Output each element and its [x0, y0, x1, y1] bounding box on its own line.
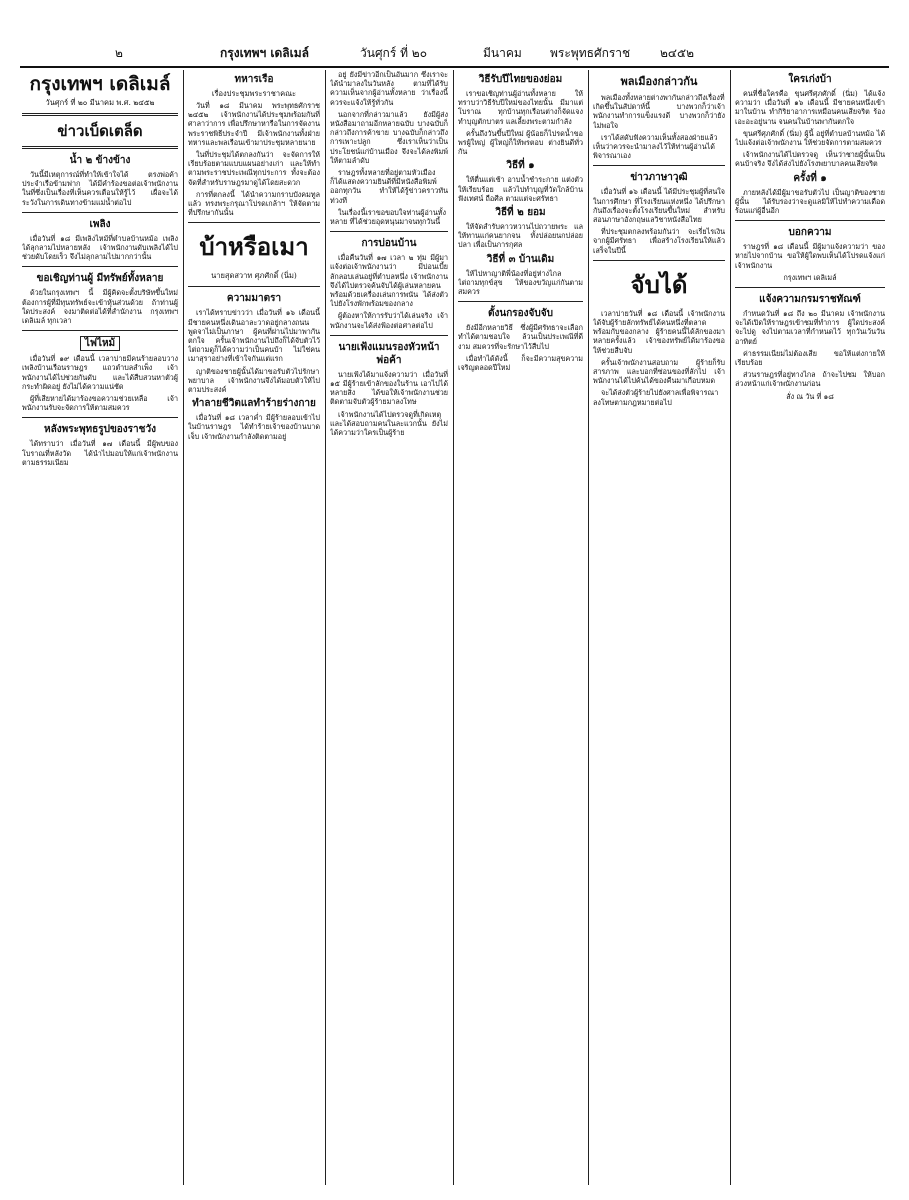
- article-heading: วิธีที่ ๓ บ้านเดิม: [486, 253, 555, 265]
- article-text: ยังมีอีกหลายวิธี ซึ่งผู้มีศรัทธาจะเลือกทำได้ตามชอบใจ ล้วนเป็นประเพณีที่ดีงาม สมควรที่จะรักษาไว้สืบไป: [458, 323, 583, 351]
- article-heading: เพลิง: [89, 218, 111, 230]
- header-month: มีนาคม: [483, 46, 522, 60]
- header-year: ๒๔๕๒: [660, 46, 694, 60]
- article-text: เมื่อวันที่ ๑๖ เดือนนี้ ได้มีประชุมผู้ที่สนใจในการศึกษา ที่โรงเรียนแห่งหนึ่ง ได้ปรึกษากันถึงเรื่องจะตั้งโรงเรียนขึ้นใหม่ สำหรับสอนภาษาอังกฤษแลวิชาหนังสือไทย: [593, 187, 725, 225]
- article-text: ส่วนราษฎรที่อยู่ทางไกล ถ้าจะไปชม ให้บอกล่วงหน้าแก่เจ้าพนักงานก่อน: [735, 370, 885, 389]
- article-text: พลเมืองทั้งหลายต่างพากันกล่าวถึงเรื่องที่เกิดขึ้นในสัปดาห์นี้ บางพวกก็ว่าเจ้าพนักงานทำการแข็งแรงดี บางพวกก็ว่ายังไม่พอใจ: [593, 93, 725, 130]
- divider: [330, 335, 448, 336]
- article-heading: ข่าวภาษาวุฒิ: [630, 172, 688, 184]
- divider: [22, 212, 178, 213]
- divider: [22, 330, 178, 331]
- article-text: เมื่อวันที่ ๑๘ เวลาค่ำ มีผู้ร้ายลอบเข้าไปในบ้านราษฎร ได้ทำร้ายเจ้าของบ้านบาดเจ็บ เจ้าพนักงานกำลังติดตามอยู่: [188, 413, 320, 441]
- article-text: เมื่อคืนวันที่ ๑๗ เวลา ๒ ทุ่ม มีผู้มาแจ้งต่อเจ้าพนักงานว่า มีบ่อนเบี้ยลักลอบเล่นอยู่ที่ตำบลหนึ่ง เจ้าพนักงานจึงได้ไปตรวจค้นจับได้ผู้เล่นหลายคน พร้อมด้วยเครื่องเล่นการพนัน ได้ส่งตัวไปยังโรงพักพร้อมของกลาง: [330, 253, 448, 309]
- divider: [188, 222, 320, 223]
- divider: [22, 146, 178, 149]
- article-heading: วิธีรับปีไทยของย่อม: [478, 74, 563, 85]
- article-text: จะได้ส่งตัวผู้ร้ายไปยังศาลเพื่อพิจารณาลงโทษตามกฎหมายต่อไป: [593, 388, 719, 407]
- article-heading: แจ้งความกรมราชทัณฑ์: [759, 294, 861, 306]
- divider: [458, 301, 583, 302]
- column-5: [593, 70, 725, 1185]
- divider: [22, 417, 178, 418]
- story-title: บ้าหรือเมา: [199, 232, 309, 262]
- divider: [593, 165, 725, 166]
- article-heading: น้ำ ๒ ข้างข้าง: [69, 155, 131, 166]
- divider: [22, 266, 178, 267]
- article-text: เจ้าพนักงานได้ไปตรวจดูที่เกิดเหตุ และได้สอบถามคนในละแวกนั้น ยังไม่ได้ความว่าใครเป็นผู้ร้าย: [330, 409, 448, 438]
- article-text: นอกจากที่กล่าวมาแล้ว ยังมีผู้ส่งหนังสือมาถามอีกหลายฉบับ บางฉบับก็กล่าวถึงการค้าขาย บางฉบับก็กล่าวถึงการเพาะปลูก ซึ่งเราเห็นว่าเป็นประโยชน์แก่บ้านเมือง จึงจะได้ลงพิมพ์ให้ตามลำดับ: [330, 109, 448, 165]
- column-rule: [730, 70, 731, 1185]
- column-6: [735, 70, 885, 1185]
- article-heading: ทหารเรือ: [234, 74, 274, 85]
- page-number: ๒: [115, 46, 123, 60]
- article-heading: ความมาตรา: [226, 293, 282, 305]
- article-heading: หลังพระพุทธรูปของราชวัง: [44, 424, 156, 436]
- signature: สั่ง ณ วัน ที่ ๑๘: [786, 391, 834, 401]
- article-text: การที่ตกลงนี้ ได้นำความกราบบังคมทูลแล้ว ทรงพระกรุณาโปรดเกล้าฯ ให้จัดตามที่ปรึกษากันนั้น: [188, 189, 320, 218]
- masthead: กรุงเทพฯ เดลิเมล์: [29, 73, 171, 95]
- article-heading: ขอเชิญท่านผู้ มีทรัพย์ทั้งหลาย: [36, 273, 164, 285]
- article-text: ครั้นถึงวันขึ้นปีใหม่ ผู้น้อยก็ไปรดน้ำขอพรผู้ใหญ่ ผู้ใหญ่ก็ให้พรตอบ ต่างยินดีทั่วกัน: [458, 128, 583, 157]
- divider: [188, 286, 320, 287]
- header-day: วันศุกร์ ที่ ๒๐: [360, 46, 428, 60]
- article-heading: ทำลายชีวิตแลทำร้ายร่างกาย: [192, 398, 316, 410]
- article-text: เมื่อทำได้ดังนี้ ก็จะมีความสุขความเจริญตลอดปีใหม่: [458, 353, 583, 373]
- article-subheading: เรื่องประชุมพระราชาคณะ: [211, 89, 297, 98]
- article-text: ราษฎรที่ ๑๘ เดือนนี้ มีผู้มาแจ้งความว่า ของหายไปจากบ้าน ขอให้ผู้ใดพบเห็นได้โปรดแจ้งแก่เจ้าพนักงาน: [735, 242, 885, 270]
- story-byline: นายสุดสวาท ศุภศักดิ์ (นิ่ม): [211, 271, 297, 281]
- article-text: คนที่ชื่อใครคือ ขุนศรีศุภศักดิ์ (นิ่ม) ได้แจ้งความว่า เมื่อวันที่ ๑๖ เดือนนี้ มีชายคนหนึ่งเข้ามาในบ้าน ทำกิริยาอาการเหมือนคนเสียจริต ร้องเอะอะอยู่นาน จนคนในบ้านพากันตกใจ: [735, 89, 885, 126]
- article-text: อยู่ ยังมีข่าวอีกเป็นอันมาก ซึ่งเราจะได้นำมาลงในวันหลัง ตามที่ได้รับความเห็นจากผู้อ่านทั้งหลาย ว่าเรื่องนี้ควรจะแจ้งให้รู้ทั่วกัน: [330, 70, 448, 107]
- article-text: ให้จัดสำรับคาวหวานไปถวายพระ แลให้ทานแก่คนยากจน ทั้งปล่อยนกปล่อยปลา เพื่อเป็นการกุศล: [458, 222, 583, 250]
- article-text: เราขอเชิญท่านผู้อ่านทั้งหลาย ให้ทราบว่าวิธีรับปีใหม่ของไทยนั้น มีมาแต่โบราณ ทุกบ้านทุกเรือนต่างก็จัดแจงทำบุญตักบาตร แลเลี้ยงพระตามกำลัง: [458, 89, 583, 126]
- column-rule: [183, 70, 184, 1185]
- column-rule: [325, 70, 326, 1185]
- column-1: [22, 70, 178, 1185]
- article-text: เราได้สดับฟังความเห็นทั้งสองฝ่ายแล้ว เห็นว่าควรจะนำมาลงไว้ให้ท่านผู้อ่านได้พิจารณาเอง: [593, 132, 718, 161]
- article-text: ในที่ประชุมได้ตกลงกันว่า จะจัดการให้เรียบร้อยตามแบบแผนอย่างเก่า และให้ทำตามพระราชประเพณีทุกประการ ทั้งจะต้องจัดที่สำหรับราษฎรมาดูได้โดยสะดวก: [188, 150, 320, 187]
- divider: [735, 287, 885, 288]
- article-heading: การบ่อนบ้าน: [361, 238, 417, 250]
- article-text: ที่ประชุมตกลงพร้อมกันว่า จะเรี่ยไรเงินจากผู้มีศรัทธา เพื่อสร้างโรงเรียนให้แล้วเสร็จในปีนี้: [593, 227, 725, 255]
- article-text: กำหนดวันที่ ๑๘ ถึง ๒๐ มีนาคม เจ้าพนักงานจะได้เปิดให้ราษฎรเข้าชมที่ทำการ ผู้ใดประสงค์จะไปดู จงไปตามเวลาที่กำหนดไว้ ทุกวันเว้นวันอาทิตย์: [735, 309, 885, 346]
- article-text: ได้ทราบว่า เมื่อวันที่ ๑๗ เดือนนี้ มีผู้พบของโบราณที่หลังวัด ได้นำไปมอบให้แก่เจ้าพนักงาน ตามธรรมเนียม: [22, 439, 178, 467]
- article-text: ญาติของชายผู้นั้นได้มาขอรับตัวไปรักษาพยาบาล เจ้าพนักงานจึงได้มอบตัวให้ไปตามประสงค์: [188, 366, 320, 395]
- header-paper-name: กรุงเทพฯ เดลิเมล์: [220, 46, 310, 60]
- article-text: ให้ไปหาญาติพี่น้องที่อยู่ห่างไกล ไต่ถามทุกข์สุข ให้ของขวัญแก่กันตามสมควร: [458, 268, 583, 297]
- article-text: เราได้ทราบข่าวว่า เมื่อวันที่ ๑๖ เดือนนี้ มีชายคนหนึ่งเดินอาละวาดอยู่กลางถนน พูดจาไม่เป็นภาษา ผู้คนที่ผ่านไปมาพากันตกใจ ครั้นเจ้าพนักงานไปถึงก็ได้จับตัวไว้ ไต่ถามดูก็ได้ความว่าเป็นคนบ้า ไม่ใช่คนเมาสุราอย่างที่เข้าใจกันแต่แรก: [188, 308, 320, 364]
- article-text: ในเรื่องนี้เราขอขอบใจท่านผู้อ่านทั้งหลาย ที่ได้ช่วยอุดหนุนมาจนทุกวันนี้: [330, 207, 446, 227]
- column-rule: [588, 70, 589, 1185]
- signature: กรุงเทพฯ เดลิเมล์: [783, 272, 837, 282]
- article-heading: ครั้งที่ ๑: [793, 172, 827, 184]
- header-era: พระพุทธศักราช: [550, 46, 631, 60]
- article-heading: ไฟไหม้: [80, 336, 120, 351]
- article-heading: วิธีที่ ๒ ยอม: [495, 207, 546, 219]
- article-text: นายเฟ้งได้มาแจ้งความว่า เมื่อวันที่ ๑๕ มีผู้ร้ายเข้าลักของในร้าน เอาไปได้หลายสิ่ง ได้ขอให้เจ้าพนักงานช่วยติดตามจับตัวผู้ร้ายมาลงโทษ: [330, 369, 448, 407]
- article-text: ภายหลังได้มีผู้มาขอรับตัวไป เป็นญาติของชายผู้นั้น ได้รับรองว่าจะดูแลมิให้ไปทำความเดือดร้อนแก่ผู้อื่นอีก: [735, 187, 885, 216]
- article-heading: ใครเก่งบ้า: [788, 74, 832, 85]
- article-text: ด้วยในกรุงเทพฯ นี้ มีผู้คิดจะตั้งบริษัทขึ้นใหม่ ต้องการผู้ที่มีทุนทรัพย์จะเข้าหุ้นส่วนด้วย ถ้าท่านผู้ใดประสงค์ จงมาติดต่อได้ที่สำนักงาน กรุงเทพฯ เดลิเมล์ ทุกเวลา: [22, 288, 178, 326]
- divider: [593, 260, 725, 261]
- article-text: เจ้าพนักงานได้ไปตรวจดู เห็นว่าชายผู้นั้นเป็นคนบ้าจริง จึงได้ส่งไปยังโรงพยาบาลคนเสียจริต: [735, 150, 885, 169]
- section-title: ข่าวเบ็ดเตล็ด: [57, 122, 143, 140]
- article-text: ผู้ที่เสียหายได้มาร้องขอความช่วยเหลือ เจ้าพนักงานรับจะจัดการให้ตามสมควร: [22, 394, 178, 413]
- article-heading: วิธีที่ ๑: [506, 160, 535, 172]
- article-text: วันนี้มีเหตุการณ์ที่ทำให้เข้าใจได้ ตรงพ่อค้าประจำเรือข้ามฟาก ได้มีคำร้องขอต่อเจ้าพนักงานในที่ซึ่งเป็นเรื่องที่เห็นควรเตือนให้รู้ไว้ เผื่อจะได้ระวังในการเดินทางข้ามแม่น้ำต่อไป: [22, 170, 178, 207]
- masthead-dateline: วันศุกร์ ที่ ๒๐ มีนาคม พ.ศ. ๒๔๕๒: [45, 98, 155, 107]
- story-title: จับได้: [630, 269, 688, 299]
- column-4: [458, 70, 583, 1185]
- column-rule: [453, 70, 454, 1185]
- divider: [735, 220, 885, 221]
- column-2: [188, 70, 320, 1185]
- article-text: ขุนศรีศุภศักดิ์ (นิ่ม) ผู้นี้ อยู่ที่ตำบลบ้านหม้อ ได้ไปแจ้งต่อเจ้าพนักงาน ให้ช่วยจัดการตามสมควร: [735, 128, 885, 148]
- article-heading: บอกความ: [788, 227, 832, 239]
- divider: [22, 113, 178, 116]
- divider: [330, 231, 448, 232]
- column-3: [330, 70, 448, 1185]
- page-header: [20, 40, 889, 68]
- article-text: วันที่ ๑๘ มีนาคม พระพุทธศักราช ๒๔๕๒ เจ้าพนักงานได้ประชุมพร้อมกันที่ศาลาว่าการ เพื่อปรึกษาหารือในการจัดงานพระราชพิธีประจำปี มีเจ้าพนักงานทั้งฝ่ายทหารและพลเรือนเข้ามาประชุมหลายนาย: [188, 101, 320, 147]
- article-text: ค่าธรรมเนียมไม่ต้องเสีย ขอให้แต่งกายให้เรียบร้อย: [735, 348, 885, 368]
- article-heading: นายเฟ้งแมนรองหัวหน้าพ่อค้า: [338, 341, 440, 366]
- article-heading: ตั้งนกรองจับจับ: [488, 308, 553, 320]
- article-text: ราษฎรทั้งหลายที่อยู่ตามหัวเมือง ก็ได้แสดงความยินดีที่มีหนังสือพิมพ์ออกทุกวัน ทำให้ได้รู้ข่าวคราวทันท่วงที: [330, 168, 448, 205]
- article-heading: พลเมืองกล่าวกัน: [620, 75, 698, 88]
- article-text: ผู้ต้องหาให้การรับว่าได้เล่นจริง เจ้าพนักงานจะได้ส่งฟ้องต่อศาลต่อไป: [330, 311, 448, 330]
- article-text: เวลาบ่ายวันที่ ๑๘ เดือนนี้ เจ้าพนักงานได้จับผู้ร้ายลักทรัพย์ได้คนหนึ่งที่ตลาด พร้อมกับของกลาง ผู้ร้ายคนนี้ได้ลักของมาหลายครั้งแล้ว เจ้าของทรัพย์ได้มาร้องขอให้ช่วยสืบจับ: [593, 308, 725, 355]
- article-text: เมื่อวันที่ ๑๘ มีเพลิงไหม้ที่ตำบลบ้านหม้อ เพลิงได้ลุกลามไปหลายหลัง เจ้าพนักงานดับเพลิงได้ไปช่วยดับโดยเร็ว จึงไม่ลุกลามไปมากกว่านั้น: [22, 233, 178, 262]
- article-text: เมื่อวันที่ ๑๙ เดือนนี้ เวลาบ่ายมีคนร้ายลอบวางเพลิงบ้านเรือนราษฎร แถวตำบลสำเพ็ง เจ้าพนักงานได้ไปช่วยกันดับ และได้สืบสวนหาตัวผู้กระทำผิดอยู่ ยังไม่ได้ความแน่ชัด: [22, 354, 178, 391]
- article-text: ครั้นเจ้าพนักงานสอบถาม ผู้ร้ายก็รับสารภาพ และบอกที่ซ่อนของที่ลักไป เจ้าพนักงานได้ไปค้นได้ของคืนมาเกือบหมด: [593, 357, 725, 386]
- article-text: ให้ตื่นแต่เช้า อาบน้ำชำระกาย แต่งตัวให้เรียบร้อย แล้วไปทำบุญที่วัดใกล้บ้าน ฟังเทศน์ ถือศีล ตามแต่จะศรัทธา: [458, 175, 583, 203]
